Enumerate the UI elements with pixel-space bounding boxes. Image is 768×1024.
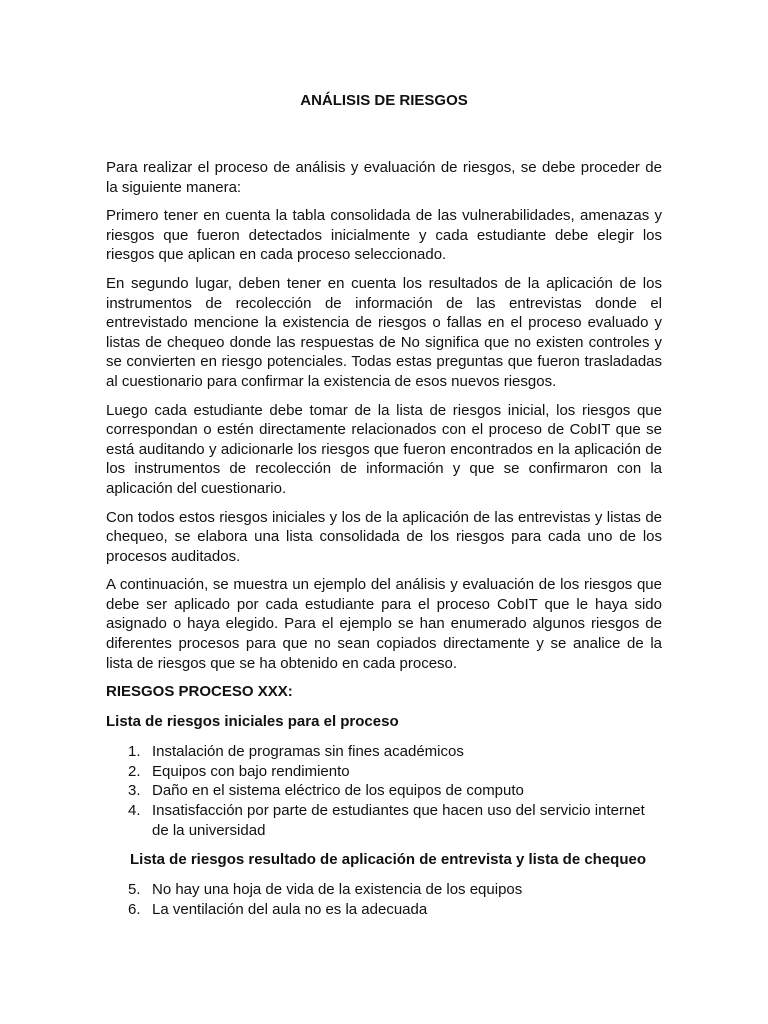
result-risk-list [106, 880, 662, 919]
paragraph-consolidation: Con todos estos riesgos iniciales y los de la aplicación de las entrevistas y listas de chequeo, se elabora una lista consolidada de los riesgos para cada uno de los procesos auditados. [106, 508, 662, 565]
list-item-number: 4. [128, 802, 141, 820]
list-item-number: 2. [128, 762, 141, 780]
paragraph-first-step: Primero tener en cuenta la tabla consolidada de las vulnerabilidades, amenazas y riesgos que fueron detectados inicialmente y cada estudiante debe elegir los riesgos que aplican en cada proceso seleccionado. [106, 207, 662, 264]
paragraph-intro: Para realizar el proceso de análisis y evaluación de riesgos, se debe proceder de la siguiente manera: [106, 159, 662, 196]
list-item [106, 900, 662, 920]
paragraph-second-step: En segundo lugar, deben tener en cuenta los resultados de la aplicación de los instrumentos de recolección de información de las entrevistas donde el entrevistado mencione la existencia de riesgos o fallas en el proceso evaluado y listas de chequeo donde las respuestas de No significa que no existen controles y se convierten en riesgo potenciales. Todas estas preguntas que fueron trasladadas al cuestionario para confirmar la existencia de esos nuevos riesgos. [106, 274, 662, 390]
paragraph-example: A continuación, se muestra un ejemplo del análisis y evaluación de los riesgos que debe ser aplicado por cada estudiante para el proceso CobIT que le haya sido asignado o haya elegido. Para el ejemplo se han enumerado algunos riesgos de diferentes procesos para que no sean copiados directamente y se analice de la lista de riesgos que se ha obtenido en cada proceso. [106, 576, 662, 672]
list-item-text: No hay una hoja de vida de la existencia de los equipos [152, 881, 523, 899]
paragraph-third-step: Luego cada estudiante debe tomar de la lista de riesgos inicial, los riesgos que correspondan o estén directamente relacionados con el proceso de CobIT que se está auditando y adicionarle los riesgos que fueron encontrados en la aplicación de los instrumentos de recolección de información y que se confirmaron con la aplicación del cuestionario. [106, 401, 662, 497]
list-item-text: Daño en el sistema eléctrico de los equipos de computo [152, 782, 524, 800]
document-title: ANÁLISIS DE RIESGOS [300, 92, 468, 109]
list-item-number: 5. [128, 881, 141, 899]
list-item [106, 762, 662, 782]
result-list-heading: Lista de riesgos resultado de aplicación de entrevista y lista de chequeo [130, 851, 647, 869]
list-item-text: La ventilación del aula no es la adecuada [152, 900, 428, 918]
list-item-number: 6. [128, 900, 141, 918]
list-item-text: Equipos con bajo rendimiento [152, 762, 350, 780]
list-item-text: Instalación de programas sin fines académicos [152, 743, 464, 761]
list-item [106, 781, 662, 801]
list-item [106, 801, 662, 840]
list-item-number: 3. [128, 782, 141, 800]
list-item-number: 1. [128, 743, 141, 761]
list-item [106, 880, 662, 900]
section-heading: RIESGOS PROCESO XXX: [106, 683, 293, 701]
list-item [106, 742, 662, 762]
initial-list-heading: Lista de riesgos iniciales para el proceso [106, 713, 399, 731]
list-item-text: Insatisfacción por parte de estudiantes que hacen uso del servicio internet de la universidad [152, 802, 645, 839]
initial-risk-list [106, 742, 662, 840]
